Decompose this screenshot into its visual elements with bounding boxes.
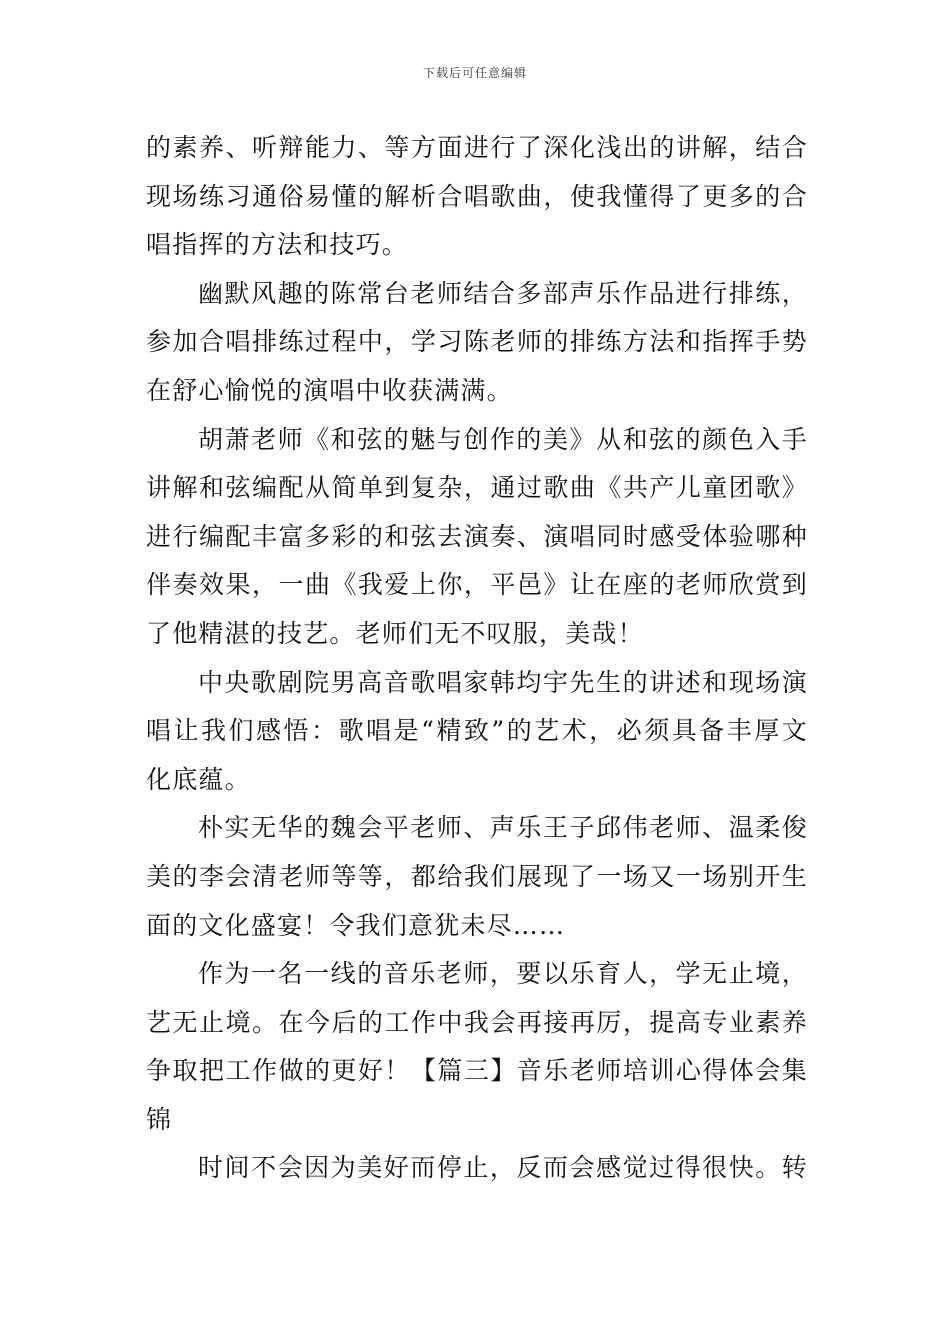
text-line: 伴奏效果，一曲《我爱上你，平邑》让在座的老师欣赏到 [146,570,808,600]
text-line: 争取把工作做的更好！【篇三】音乐老师培训心得体会集 [146,1056,808,1086]
page-header: 下载后可任意编辑 [422,66,527,80]
text-line: 胡萧老师《和弦的魅与创作的美》从和弦的颜色入手 [198,424,808,454]
text-line: 锦 [146,1104,173,1134]
text-line: 现场练习通俗易懂的解析合唱歌曲，使我懂得了更多的合 [146,181,808,211]
text-line: 在舒心愉悦的演唱中收获满满。 [146,375,513,405]
text-line: 化底蕴。 [146,764,251,794]
text-line: 面的文化盛宴！令我们意犹未尽…… [146,910,566,940]
text-line: 唱指挥的方法和技巧。 [146,230,409,260]
text-line: 唱让我们感悟：歌唱是“精致”的艺术，必须具备丰厚文 [146,716,808,746]
text-line: 进行编配丰富多彩的和弦去演奏、演唱同时感受体验哪种 [146,521,808,551]
text-line: 艺无止境。在今后的工作中我会再接再厉，提高专业素养 [146,1007,808,1037]
text-line: 中央歌剧院男高音歌唱家韩均宇先生的讲述和现场演 [198,667,808,697]
document-body [146,124,808,1193]
text-line: 幽默风趣的陈常台老师结合多部声乐作品进行排练， [198,278,808,308]
text-line: 朴实无华的魏会平老师、声乐王子邱伟老师、温柔俊 [198,813,808,843]
text-line: 时间不会因为美好而停止，反而会感觉过得很快。转 [198,1153,808,1183]
text-line: 作为一名一线的音乐老师，要以乐育人，学无止境， [198,959,808,989]
text-line: 讲解和弦编配从简单到复杂，通过歌曲《共产儿童团歌》 [146,473,808,503]
text-line: 的素养、听辩能力、等方面进行了深化浅出的讲解，结合 [146,133,808,162]
text-line: 了他精湛的技艺。老师们无不叹服，美哉！ [146,618,644,648]
text-line: 美的李会清老师等等，都给我们展现了一场又一场别开生 [146,861,808,891]
text-line: 参加合唱排练过程中，学习陈老师的排练方法和指挥手势 [146,327,808,357]
